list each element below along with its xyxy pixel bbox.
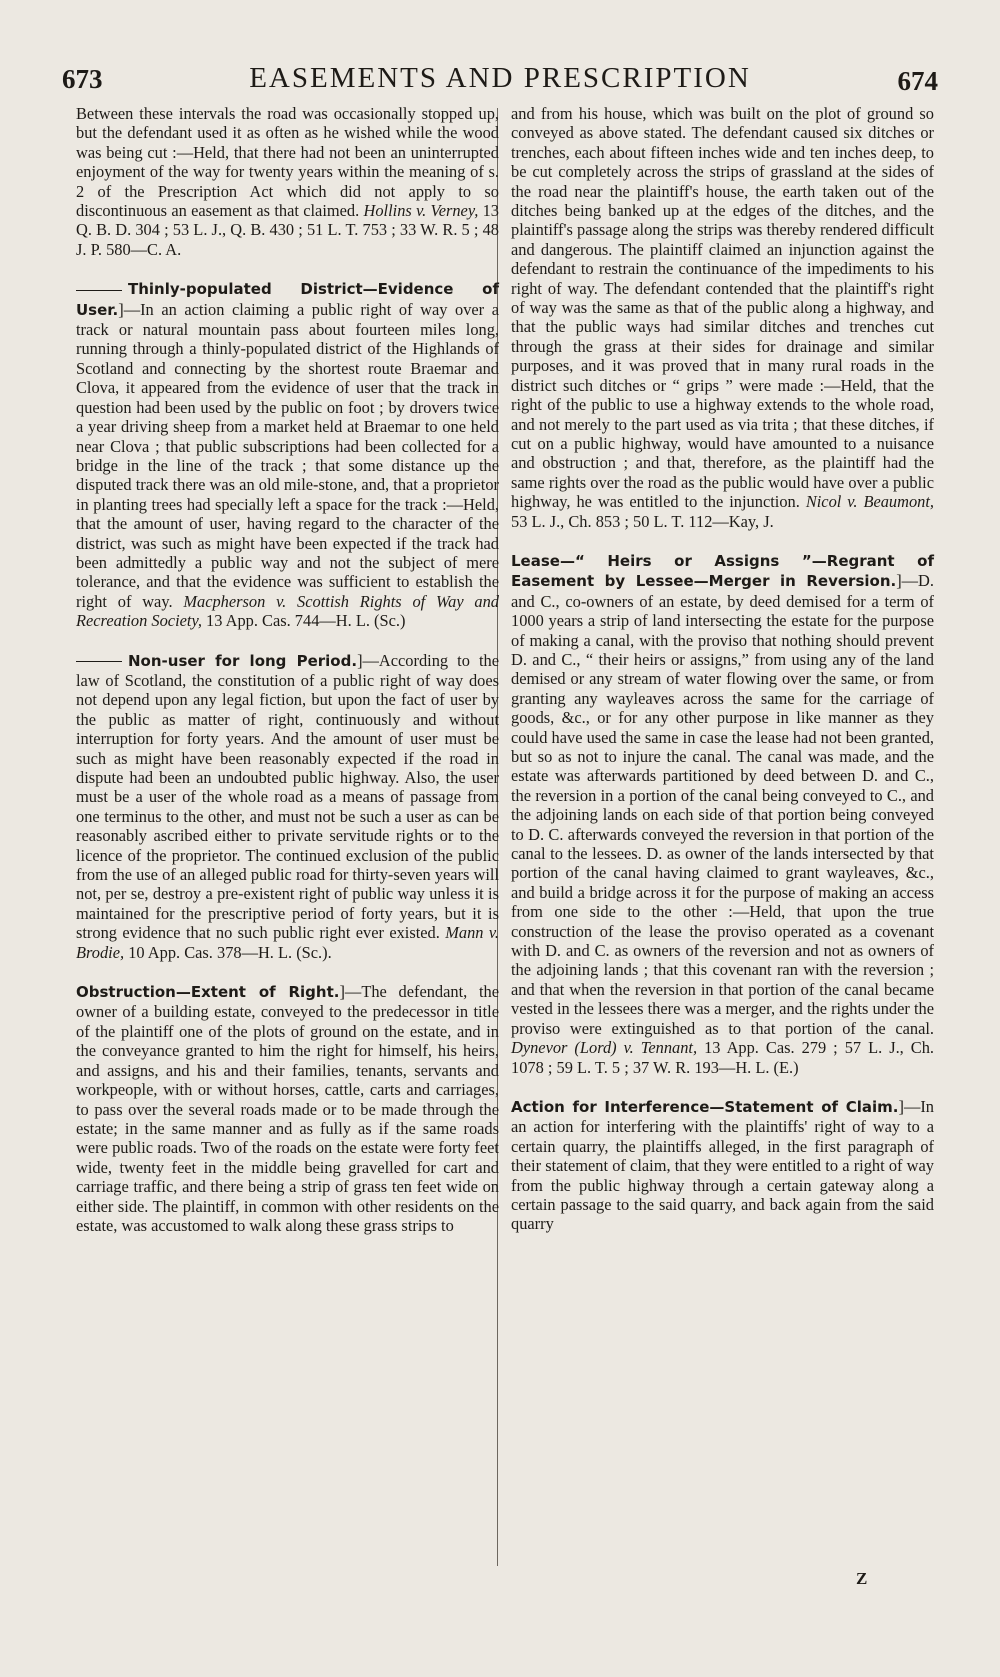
entry-thinly-populated [76, 279, 499, 630]
entry-obstruction [76, 982, 499, 1235]
left-column [76, 104, 499, 1235]
signature-mark: Z [856, 1569, 868, 1588]
ditto-dash [76, 661, 122, 662]
entry-heading: Lease—“ Heirs or Assigns ”—Regrant of Easement by Lessee—Merger in Reversion. [511, 551, 934, 591]
entry-heading: Non-user for long Period. [128, 651, 358, 670]
case-name: Hollins v. Verney, [363, 201, 479, 221]
page-number-right: 674 [897, 66, 938, 96]
case-name: Macpherson v. Scottish Rights of Way and Recreation Society, [76, 591, 499, 631]
entry-heading: Obstruction—Extent of Right. [76, 983, 340, 1002]
citation: 13 Q. B. D. 304 ; 53 L. J., Q. B. 430 ; 51 L. T. 753 ; 33 W. R. 5 ; 48 J. P. 580—C. A. [76, 201, 499, 259]
page-number-left: 673 [62, 64, 103, 94]
right-column [511, 104, 934, 1234]
citation: 53 L. J., Ch. 853 ; 50 L. T. 112—Kay, J. [511, 511, 774, 531]
case-name: Dynevor (Lord) v. Tennant, [511, 1038, 698, 1058]
case-name: Nicol v. Beaumont, [805, 492, 934, 512]
paragraph-text: ]—In an action for interfering with the plaintiffs' right of way to a certain quarry, the plaintiffs alleged, in the first paragraph of their statement of claim, that they were entitled to a right of way from the public highway through a certain gateway along a certain passage to the said quarry, and back again from the said quarry [511, 1096, 934, 1234]
paragraph-text: ]—The defendant, the owner of a building estate, conveyed to the predecessor in title of the plaintiff one of the plots of ground on the estate, and in the conveyance granted to him the right for himself, his heirs, and assigns, and his and their families, tenants, servants and workpeople, with or without horses, cattle, carts and carriages, to pass over the several roads made or to be made through the estate; in the same manner and as fully as if the same roads were public roads. Two of the roads on the estate were forty feet wide, twenty feet in the middle being gravelled for cart and carriage traffic, and there being a strip of grass ten feet wide on either side. The plaintiff, in common with other residents on the estate, was accustomed to walk along these grass strips to [76, 982, 499, 1235]
running-header [62, 62, 938, 102]
citation: 13 App. Cas. 279 ; 57 L. J., Ch. 1078 ; 59 L. T. 5 ; 37 W. R. 193—H. L. (E.) [511, 1038, 934, 1077]
entry-heading: Action for Interference—Statement of Claim. [511, 1097, 899, 1116]
paragraph-text: and from his house, which was built on the plot of ground so conveyed as above stated. The defendant caused six ditches or trenches, each about fifteen inches wide and ten inches deep, to be cut completely across the strips of grassland at the sides of the road near the plaintiff's house, the earth taken out of the ditches being banked up at the edges of the ditches, and the plaintiff's passage along the strips was thereby rendered difficult and dangerous. The plaintiff claimed an injunction against the defendant to restrain the continuance of the impediments to his right of way. The defendant contended that the plaintiff's right of way was the same as that of the public along a highway, and that the public ways had similar ditches and trenches cut through the grass at their sides for drainage and similar purposes, and it was proved that in many rural roads in the district such ditches or “ grips ” were made :—Held, that the right of the public to use a highway extends to the whole road, and not merely to the part used as via trita ; that these ditches, if cut on a public highway, would have amounted to a nuisance and obstruction ; and that, therefore, as the plaintiff had the same rights over the road as the public would have over a public highway, he was entitled to the injunction. [511, 104, 934, 512]
entry-non-user [76, 651, 499, 963]
running-title: EASEMENTS AND PRESCRIPTION [249, 62, 751, 94]
citation: 13 App. Cas. 744—H. L. (Sc.) [201, 611, 406, 631]
paragraph-text: ]—D. and C., co-owners of an estate, by deed demised for a term of 1000 years a strip of land intersecting the estate for the purpose of making a canal, with the proviso that nothing should prevent D. and C., “ their heirs or assigns,” from using any of the land demised or any stream of water flowing over the same, or from granting any wayleaves across the same for the carriage of goods, &c., or for any other purpose in like manner as they could have used the same in case the lease had not been granted, but so as not to injure the canal. The canal was made, and the estate was afterwards partitioned by deed between D. and C., the reversion in a portion of the canal being conveyed to C., and the adjoining lands on each side of that portion being conveyed to D. C. afterwards conveyed the reversion in that portion of the canal to the lessees. D. as owner of the lands intersected by that portion of the canal having claimed to grant wayleaves, &c., and build a bridge across it for the purpose of making an access from one side to the other :—Held, that upon the true construction of the lease the proviso operated as a covenant with D. and C. as owners of the reversion and not as owners of the adjoining lands ; that this covenant ran with the reversion ; and that when the reversion in that portion of the canal became vested in the lessees there was a merger, and the rights under the proviso were extinguished as to that portion of the canal. [511, 571, 934, 1038]
paragraph-continuation [76, 104, 499, 259]
citation: 10 App. Cas. 378—H. L. (Sc.). [124, 942, 332, 962]
entry-heading: Thinly-populated District—Evidence of User. [76, 280, 499, 319]
paragraph-text: Between these intervals the road was occasionally stopped up, but the defendant used it as often as he wished while the wood was being cut :—Held, that there had not been an uninterrupted enjoyment of the way for twenty years within the meaning of s. 2 of the Prescription Act which did not apply to so discontinuous an easement as that claimed. [76, 104, 499, 221]
paragraph-text: ]—In an action claiming a public right of way over a track or natural mountain pass about fourteen miles long, running through a thinly-populated district of the Highlands of Scotland and connecting by the shortest route Braemar and Clova, it appeared from the evidence of user that the track in question had been used by the public on foot ; by drovers twice a year driving sheep from a market held at Braemar to one held near Clova ; that public subscriptions had been collected for a bridge in the line of the track ; that some distance up the disputed track there was an old mile-stone, and, that a proprietor in planting trees had specially left a space for the track :—Held, that the amount of user, having regard to the character of the district, was such as might have been expected if the track had been admittedly a public way and not the subject of mere tolerance, and that the evidence was sufficient to establish the right of way. [76, 299, 499, 611]
entry-lease [511, 551, 934, 1077]
entry-action-interference [511, 1097, 934, 1234]
paragraph-continuation [511, 104, 934, 531]
ditto-dash [76, 290, 122, 291]
paragraph-text: ]—According to the law of Scotland, the constitution of a public right of way does not depend upon any legal fiction, but upon the fact of user by the public as matter of right, continuously and without interruption for forty years. And the amount of user must be such as might have been reasonably expected if the road in dispute had been an undoubted public highway. Also, the user must be a user of the whole road as a means of passage from one terminus to the other, and must not be such a user as can be reasonably ascribed either to private servitude rights or to the licence of the proprietor. The continued exclusion of the public from the use of an alleged public road for thirty-seven years will not, per se, destroy a pre-existent right of public way unless it is maintained for the prescriptive period of forty years, but it is strong evidence that no such public right ever existed. [76, 650, 499, 943]
case-name: Mann v. Brodie, [76, 923, 500, 962]
